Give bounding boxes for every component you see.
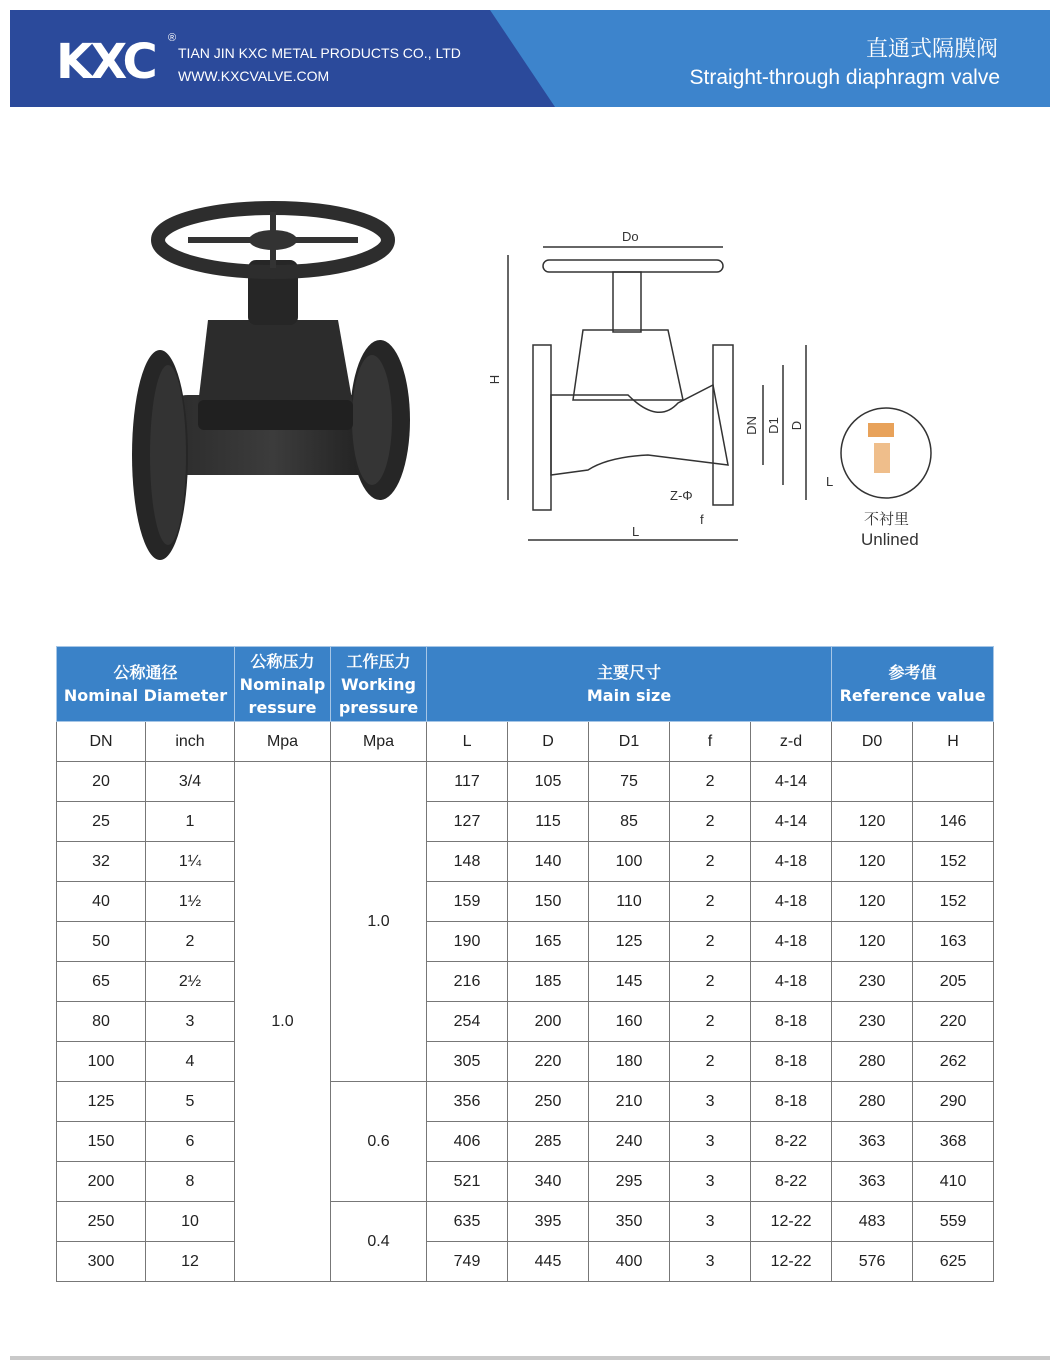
nominal-pressure-cell: 1.0 [235,762,331,1282]
table-cell: 80 [57,1002,146,1042]
table-row [57,802,994,842]
table-cell: 300 [57,1242,146,1282]
table-cell: 230 [832,962,913,1002]
table-cell: 4-14 [751,762,832,802]
unit-cell: L [427,722,508,762]
table-row [57,1202,994,1242]
table-cell: 2 [670,1002,751,1042]
table-cell: 410 [913,1162,994,1202]
table-cell: 559 [913,1202,994,1242]
product-title-en: Straight-through diaphragm valve [689,66,1000,89]
unit-cell: inch [146,722,235,762]
table-row [57,1162,994,1202]
table-cell: 50 [57,922,146,962]
product-title-zh: 直通式隔膜阀 [865,37,998,62]
table-cell: 125 [589,922,670,962]
table-cell: 576 [832,1242,913,1282]
table-cell: 395 [508,1202,589,1242]
header-nominal-pressure [235,647,331,722]
table-cell: 160 [589,1002,670,1042]
table-row [57,882,994,922]
header-main-size-zh: 主要尺寸 [597,663,662,682]
table-cell: 356 [427,1082,508,1122]
table-cell: 2 [670,962,751,1002]
header-nominal-diameter-zh: 公称通径 [113,663,178,682]
label-l: L [632,524,640,539]
table-cell: 145 [589,962,670,1002]
table-cell: 280 [832,1082,913,1122]
table-cell: 2 [670,1042,751,1082]
table-cell: 340 [508,1162,589,1202]
table-row [57,922,994,962]
unlined-label-zh: 不衬里 [864,510,910,528]
table-row [57,962,994,1002]
table-cell: 254 [427,1002,508,1042]
table-cell: 140 [508,842,589,882]
table-cell: 363 [832,1122,913,1162]
table-cell [832,762,913,802]
table-cell: 105 [508,762,589,802]
table-cell: 200 [508,1002,589,1042]
table-cell: 280 [832,1042,913,1082]
table-cell: 4-18 [751,842,832,882]
table-cell: 3 [670,1242,751,1282]
header-reference-value [832,647,994,722]
table-cell: 2 [670,882,751,922]
table-cell: 117 [427,762,508,802]
table-cell: 20 [57,762,146,802]
table-cell: 150 [57,1122,146,1162]
table-cell: 635 [427,1202,508,1242]
header-main-size-en: Main size [586,686,672,705]
table-cell: 3 [670,1202,751,1242]
units-row [57,722,994,762]
table-cell: 120 [832,922,913,962]
table-cell: 40 [57,882,146,922]
table-cell: 2 [670,842,751,882]
table-cell: 25 [57,802,146,842]
table-cell [913,762,994,802]
table-cell: 305 [427,1042,508,1082]
table-cell: 148 [427,842,508,882]
table-cell: 8-22 [751,1122,832,1162]
table-cell: 749 [427,1242,508,1282]
website-link[interactable]: WWW.KXCVALVE.COM [178,68,330,84]
table-cell: 4-14 [751,802,832,842]
table-cell: 625 [913,1242,994,1282]
label-h: H [487,374,503,385]
table-cell: 220 [508,1042,589,1082]
header-working-pressure [331,647,427,722]
valve-photo [128,190,418,570]
table-cell: 2 [670,802,751,842]
table-cell: 295 [589,1162,670,1202]
table-cell: 146 [913,802,994,842]
table-cell: 368 [913,1122,994,1162]
unit-cell: D1 [589,722,670,762]
table-row [57,1042,994,1082]
label-d: D [789,420,805,431]
table-cell: 250 [508,1082,589,1122]
table-cell: 12-22 [751,1242,832,1282]
header-nominal-diameter [57,647,235,722]
table-row [57,1082,994,1122]
table-cell: 180 [589,1042,670,1082]
kxc-logo: KXC [56,34,155,90]
working-pressure-cell: 0.4 [331,1202,427,1282]
table-cell: 200 [57,1162,146,1202]
unit-cell: D0 [832,722,913,762]
table-cell: 240 [589,1122,670,1162]
header-reference-en: Reference value [839,686,986,705]
table-cell: 190 [427,922,508,962]
table-cell: 75 [589,762,670,802]
unit-cell: z-d [751,722,832,762]
table-row [57,1002,994,1042]
table-cell: 406 [427,1122,508,1162]
table-cell: 3 [670,1122,751,1162]
dimension-drawing [488,225,948,555]
table-cell: 2½ [146,962,235,1002]
table-cell: 152 [913,882,994,922]
header-nominal-pressure-zh: 公称压力 [250,651,315,671]
table-cell: 4-18 [751,882,832,922]
header-working-pressure-en: Working pressure [338,674,419,717]
table-cell: 100 [57,1042,146,1082]
table-cell: 8-18 [751,1082,832,1122]
table-cell: 290 [913,1082,994,1122]
table-row [57,1122,994,1162]
label-d1: D1 [765,417,781,434]
table-cell: 12-22 [751,1202,832,1242]
working-pressure-cell: 0.6 [331,1082,427,1202]
table-cell: 205 [913,962,994,1002]
table-cell: 85 [589,802,670,842]
table-cell: 110 [589,882,670,922]
company-name: TIAN JIN KXC METAL PRODUCTS CO., LTD [178,45,461,61]
header-main-size [427,647,832,722]
table-cell: 10 [146,1202,235,1242]
table-row [57,842,994,882]
unit-cell: DN [57,722,146,762]
table-cell: 445 [508,1242,589,1282]
table-cell: 4-18 [751,922,832,962]
table-cell: 3 [670,1082,751,1122]
header-working-pressure-zh: 工作压力 [346,651,411,671]
table-cell: 100 [589,842,670,882]
table-cell: 8-18 [751,1002,832,1042]
table-cell: 120 [832,882,913,922]
unit-cell: D [508,722,589,762]
label-l-detail: L [826,474,834,489]
unit-cell: H [913,722,994,762]
table-cell: 12 [146,1242,235,1282]
header-banner [10,10,1050,107]
header-row [57,647,994,722]
table-cell: 1 [146,802,235,842]
label-dn: DN [743,416,759,435]
table-cell: 115 [508,802,589,842]
table-cell: 3/4 [146,762,235,802]
working-pressure-cell: 1.0 [331,762,427,1082]
table-cell: 159 [427,882,508,922]
table-cell: 8-22 [751,1162,832,1202]
table-cell: 2 [670,922,751,962]
table-cell: 2 [146,922,235,962]
table-cell: 4-18 [751,962,832,1002]
table-cell: 210 [589,1082,670,1122]
table-cell: 185 [508,962,589,1002]
specification-table [56,646,994,1282]
table-cell: 32 [57,842,146,882]
table-cell: 8 [146,1162,235,1202]
table-cell: 521 [427,1162,508,1202]
table-cell: 285 [508,1122,589,1162]
table-row [57,762,994,802]
table-cell: 262 [913,1042,994,1082]
header-nominal-pressure-en: Nominalpressure [239,674,326,717]
unlined-label-en: Unlined [861,530,919,549]
header-reference-zh: 参考值 [888,663,937,682]
table-cell: 4 [146,1042,235,1082]
table-cell: 363 [832,1162,913,1202]
table-cell: 400 [589,1242,670,1282]
label-z-phi: Z-Φ [670,488,693,503]
table-cell: 125 [57,1082,146,1122]
table-cell: 350 [589,1202,670,1242]
table-cell: 120 [832,842,913,882]
unit-cell: Mpa [331,722,427,762]
table-cell: 150 [508,882,589,922]
table-cell: 216 [427,962,508,1002]
label-do: Do [622,229,639,244]
table-cell: 163 [913,922,994,962]
table-cell: 8-18 [751,1042,832,1082]
table-cell: 230 [832,1002,913,1042]
table-cell: 1½ [146,882,235,922]
registered-mark: ® [168,32,177,44]
unit-cell: f [670,722,751,762]
table-cell: 5 [146,1082,235,1122]
table-cell: 165 [508,922,589,962]
table-cell: 220 [913,1002,994,1042]
label-f: f [700,512,704,527]
table-cell: 3 [146,1002,235,1042]
table-cell: 6 [146,1122,235,1162]
table-cell: 120 [832,802,913,842]
table-cell: 3 [670,1162,751,1202]
header-nominal-diameter-en: Nominal Diameter [63,686,228,705]
table-cell: 1¼ [146,842,235,882]
unit-cell: Mpa [235,722,331,762]
table-cell: 2 [670,762,751,802]
table-row [57,1242,994,1282]
table-cell: 483 [832,1202,913,1242]
table-cell: 250 [57,1202,146,1242]
table-cell: 127 [427,802,508,842]
table-cell: 152 [913,842,994,882]
table-cell: 65 [57,962,146,1002]
bottom-divider [10,1356,1050,1360]
